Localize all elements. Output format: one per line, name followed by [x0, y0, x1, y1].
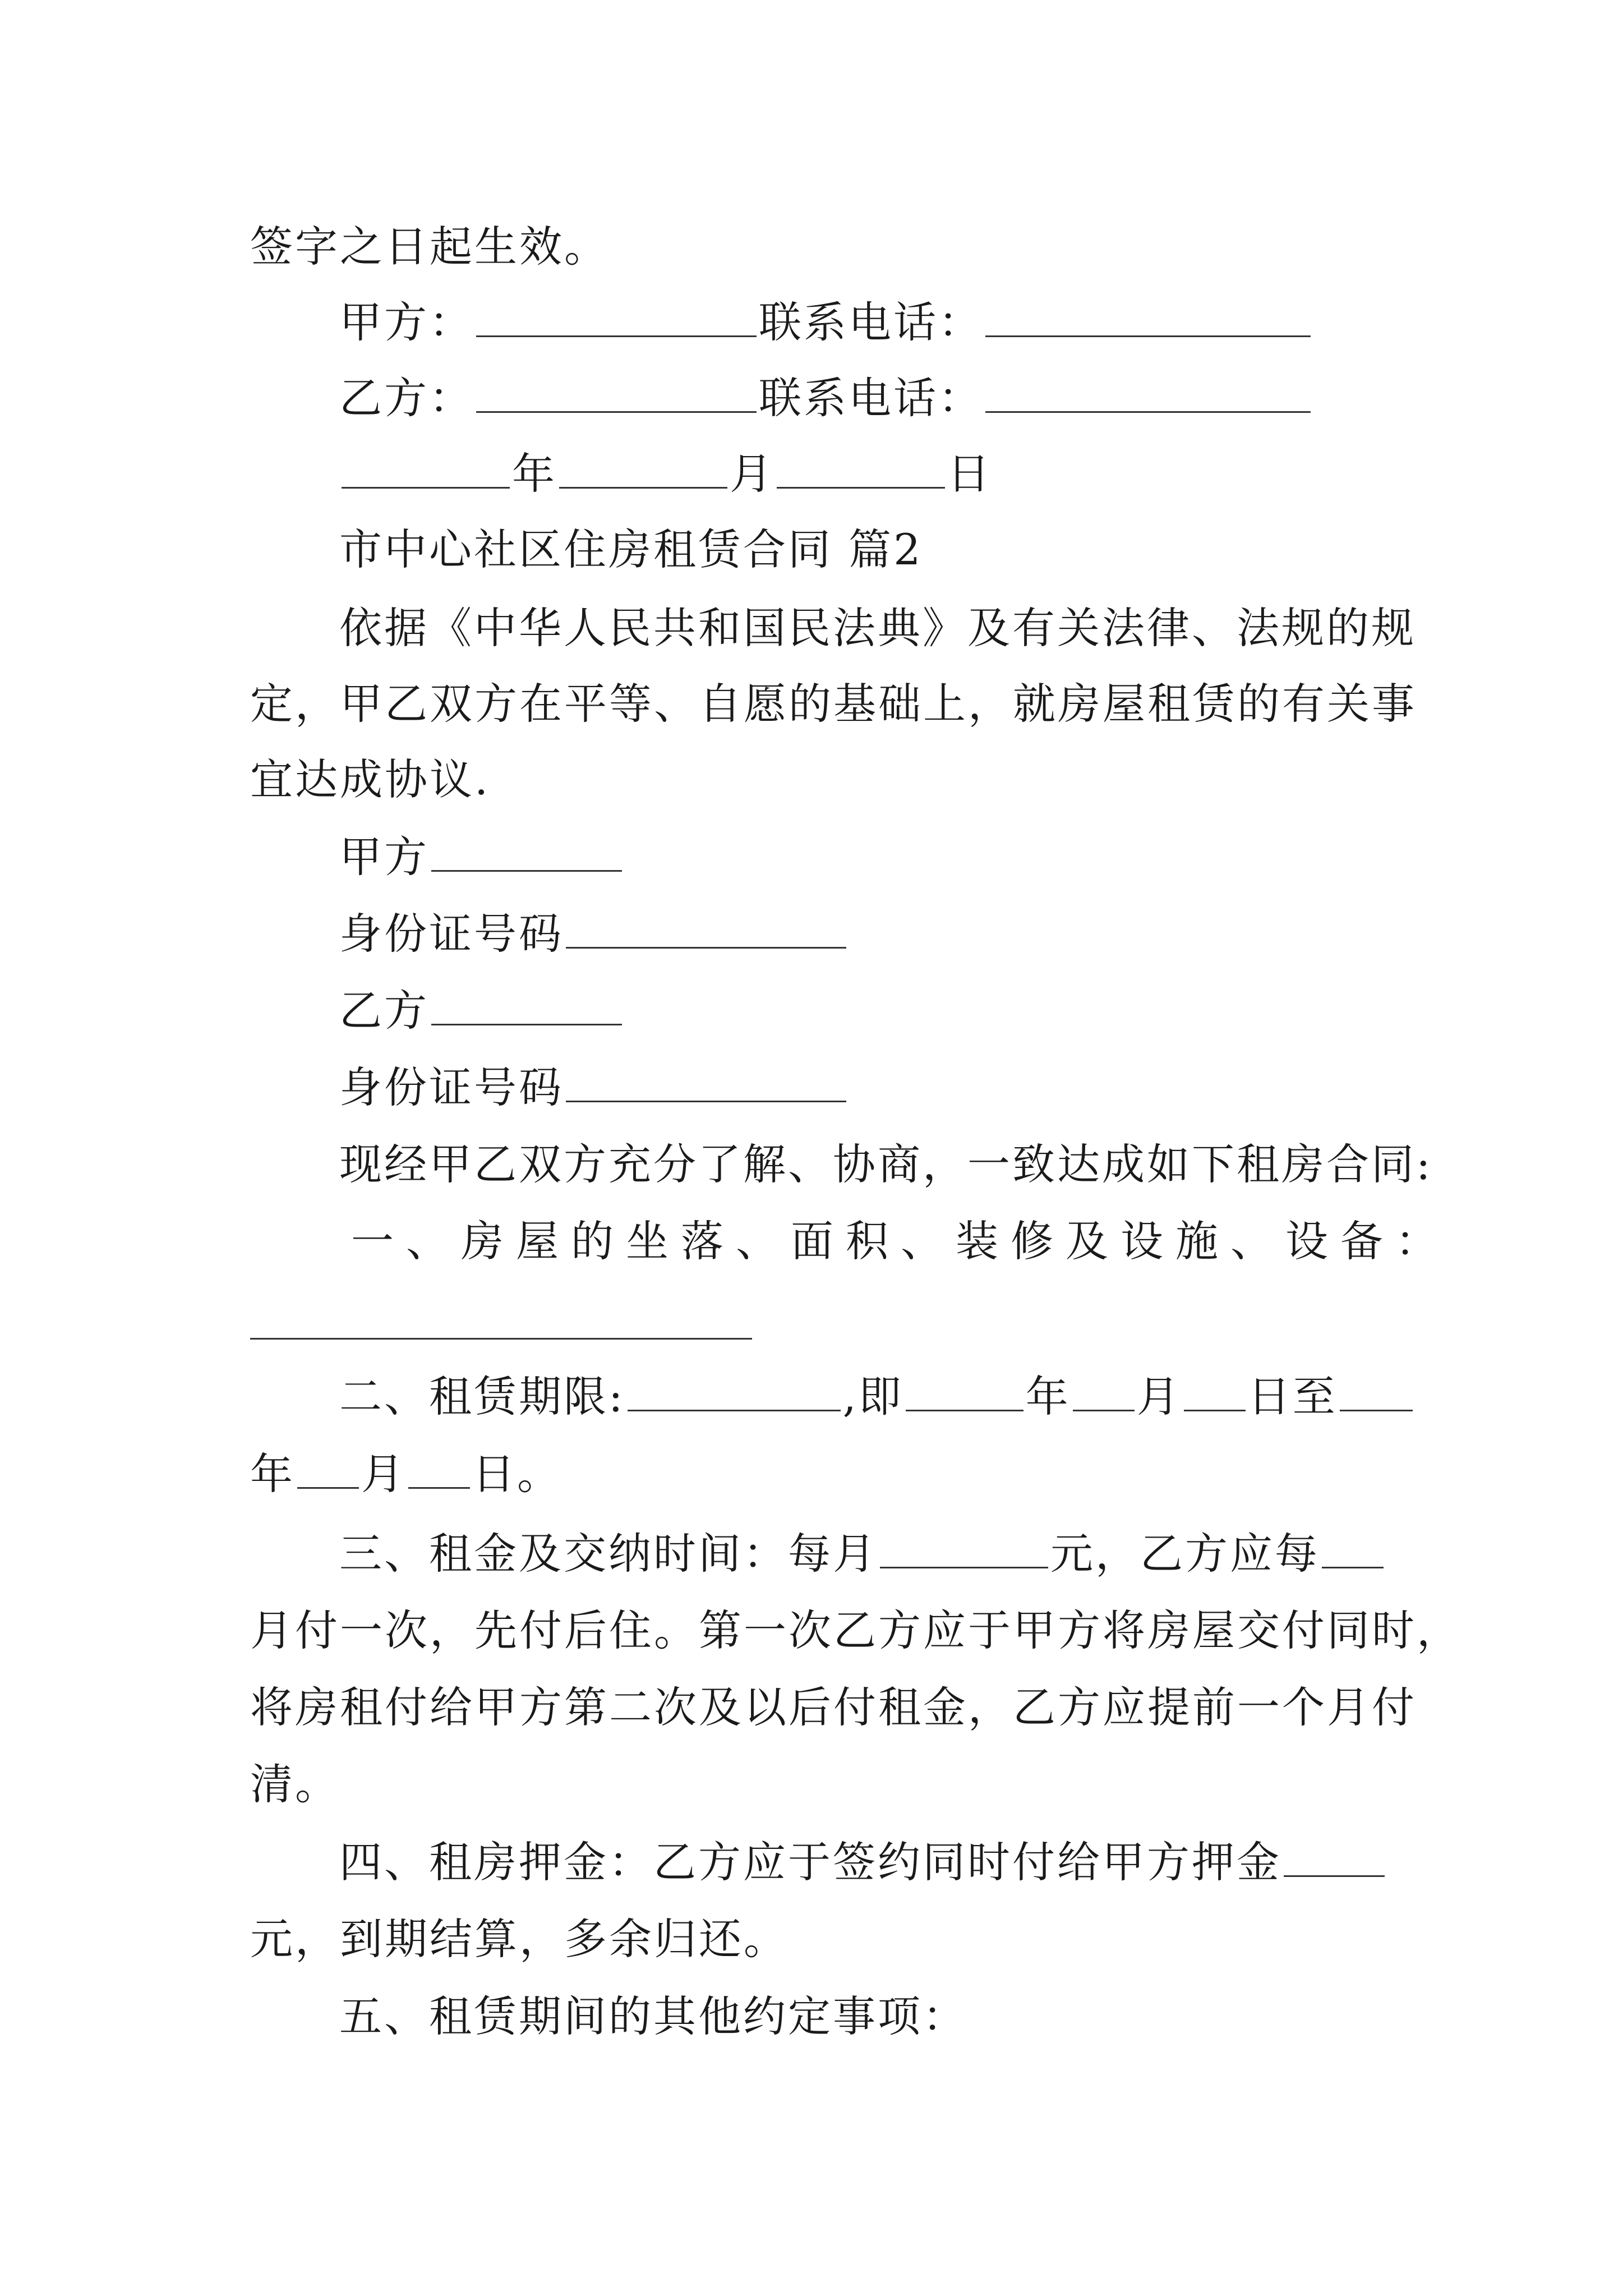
text-line — [339, 1137, 1433, 1193]
party-b-line — [339, 983, 624, 1039]
text-span: 签字之日起生效。 — [250, 222, 609, 272]
day-blank — [1184, 1369, 1246, 1411]
text-line — [250, 1756, 340, 1812]
party-a-blank — [431, 830, 622, 872]
text-span: 元，乙方应每 — [1050, 1529, 1320, 1579]
phone-label: 联系电话： — [759, 297, 983, 347]
clause-1 — [250, 1213, 1450, 1269]
id-number-line — [339, 906, 849, 962]
clause-5 — [339, 1989, 967, 2045]
text-span: 月付一次，先付后住。第一次乙方应于甲方将房屋交付同时， — [250, 1605, 1461, 1655]
party-b-blank — [476, 371, 757, 413]
clause-2-cont — [250, 1446, 562, 1502]
day-label: 日 — [947, 449, 992, 499]
party-a-blank — [476, 295, 757, 337]
month-blank — [1073, 1369, 1135, 1411]
month-label: 月 — [361, 1449, 406, 1499]
day-blank — [408, 1447, 470, 1489]
date-line — [339, 446, 992, 502]
text-span: 定，甲乙双方在平等、自愿的基础上，就房屋租赁的有关事 — [250, 679, 1417, 729]
text-line — [250, 676, 1417, 732]
phone-label: 联系电话： — [759, 373, 983, 423]
deposit-blank — [1284, 1835, 1385, 1877]
deposit-label: 四、租房押金：乙方应于签约同时付给甲方押金 — [339, 1837, 1281, 1887]
month-blank — [559, 447, 727, 489]
day-to-label: 日至 — [1247, 1372, 1338, 1421]
payment-interval-blank — [1322, 1526, 1384, 1568]
year-blank — [1340, 1369, 1413, 1411]
month-label: 月 — [730, 449, 774, 499]
month-label: 月 — [1136, 1372, 1182, 1421]
text-line — [250, 752, 490, 808]
text-span: 依据《中华人民共和国民法典》及有关法律、法规的规 — [339, 603, 1416, 653]
text-span: 宜达成协议. — [250, 754, 491, 804]
party-a-contact-line — [339, 295, 1313, 351]
lease-term-blank — [628, 1369, 841, 1411]
clause-1-blank — [250, 1338, 752, 1340]
party-a-label: 甲方 — [339, 832, 429, 882]
clause-5-text: 五、租赁期间的其他约定事项： — [339, 1991, 967, 2041]
text-span: 元，到期结算，多余归还。 — [250, 1914, 789, 1964]
year-label: 年 — [1025, 1372, 1071, 1421]
contract-title: 市中心社区住房租赁合同 篇2 — [339, 524, 923, 574]
section-title — [339, 522, 923, 578]
day-label: 日。 — [472, 1449, 562, 1499]
text-span: ,即 — [842, 1372, 903, 1421]
text-line — [250, 1603, 1461, 1659]
party-b-label: 乙方： — [339, 373, 474, 423]
year-blank — [906, 1369, 1023, 1411]
phone-blank — [985, 295, 1311, 337]
year-label: 年 — [250, 1449, 295, 1499]
rent-label: 三、租金及交纳时间：每月 — [339, 1529, 878, 1579]
id-number-label: 身份证号码 — [339, 1062, 564, 1112]
party-b-blank — [431, 983, 622, 1025]
party-b-contact-line — [339, 370, 1313, 426]
month-blank — [297, 1447, 359, 1489]
party-a-line — [339, 829, 624, 885]
party-b-label: 乙方 — [339, 986, 429, 1036]
year-blank — [342, 447, 510, 489]
rent-blank — [880, 1526, 1048, 1568]
text-span: 清。 — [250, 1759, 340, 1809]
text-span: 现经甲乙双方充分了解、协商，一致达成如下租房合同: — [339, 1139, 1433, 1189]
clause-2 — [339, 1369, 1415, 1425]
clause-3 — [339, 1526, 1386, 1582]
lease-term-label: 二、租赁期限: — [339, 1372, 625, 1421]
id-number-blank — [566, 1060, 846, 1102]
year-label: 年 — [512, 449, 557, 499]
id-number-label: 身份证号码 — [339, 909, 564, 959]
day-blank — [777, 447, 945, 489]
id-number-blank — [566, 907, 846, 949]
party-a-label: 甲方： — [339, 297, 474, 347]
text-span: 将房租付给甲方第二次及以后付租金，乙方应提前一个月付 — [250, 1682, 1417, 1732]
phone-blank — [985, 371, 1311, 413]
text-line — [250, 219, 609, 275]
clause-4 — [339, 1834, 1387, 1890]
text-line — [250, 1911, 789, 1967]
text-line — [250, 1680, 1417, 1736]
text-line — [339, 600, 1416, 656]
id-number-line — [339, 1060, 849, 1116]
clause-1-text: 一、房屋的坐落、面积、装修及设施、设备： — [351, 1216, 1450, 1266]
